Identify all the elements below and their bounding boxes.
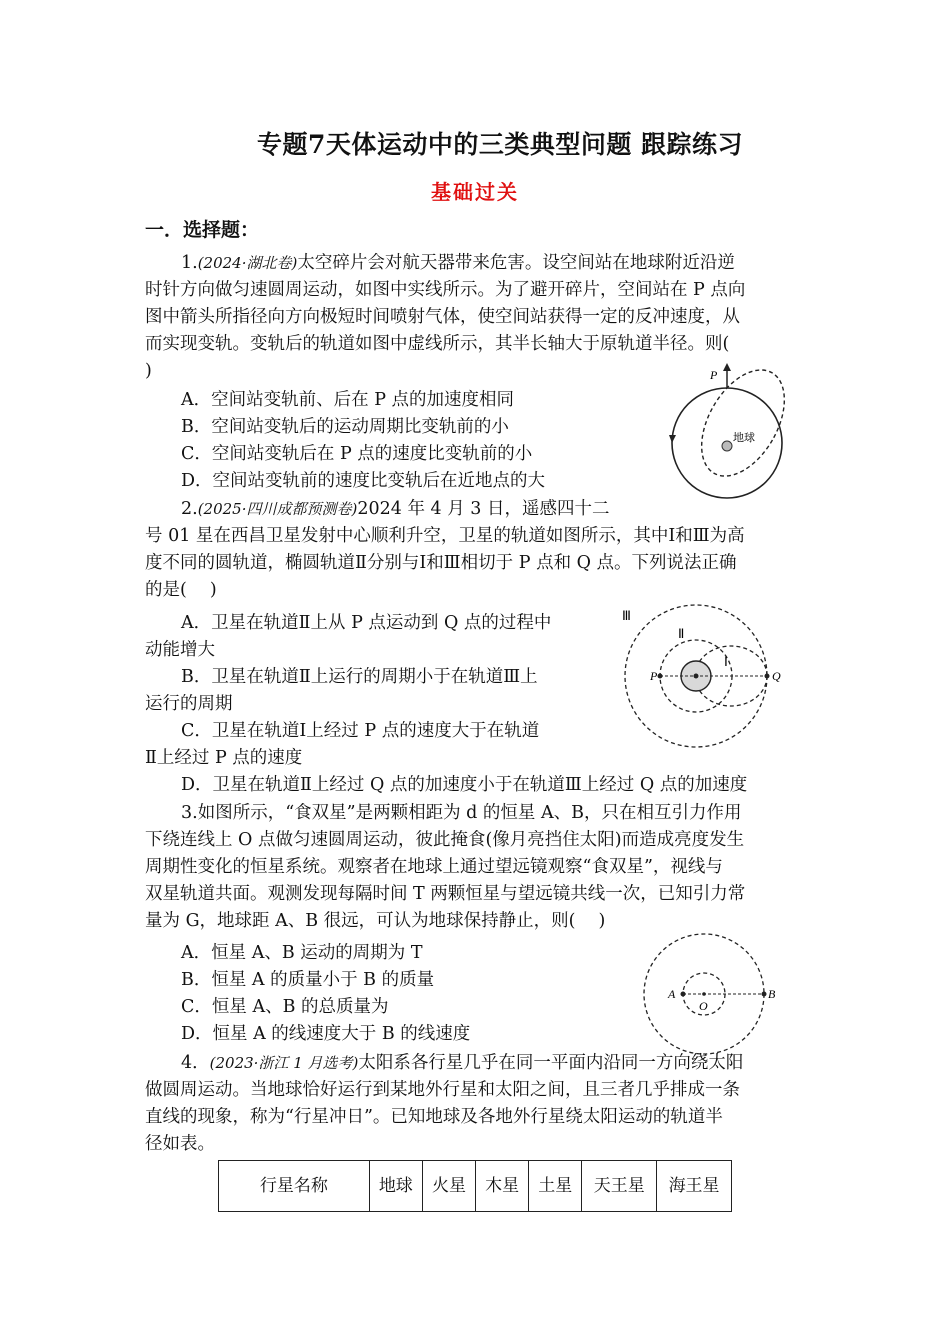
text-line: 度不同的圆轨道，椭圆轨道Ⅱ分别与Ⅰ和Ⅲ相切于 P 点和 Q 点。下列说法正确 xyxy=(145,553,737,573)
option-b: B．恒星 A 的质量小于 B 的质量 xyxy=(181,970,435,990)
question-source: (2024·湖北卷) xyxy=(197,254,298,272)
label-iii: Ⅲ xyxy=(622,608,631,623)
fig-label-p: P xyxy=(710,368,718,382)
text-line: 下绕连线上 O 点做匀速圆周运动，彼此掩食(像月亮挡住太阳)而造成亮度发生 xyxy=(145,830,745,850)
star-a xyxy=(681,992,686,997)
table-header-cell: 行星名称 xyxy=(219,1161,370,1212)
page-title: 专题7天体运动中的三类典型问题 跟踪练习 xyxy=(256,130,744,159)
option-d: D．卫星在轨道Ⅱ上经过 Q 点的加速度小于在轨道Ⅲ上经过 Q 点的加速度 xyxy=(181,775,748,795)
text-line: 太空碎片会对航天器带来危害。设空间站在地球附近沿逆 xyxy=(297,253,735,273)
text-line: 时针方向做匀速圆周运动，如图中实线所示。为了避开碎片，空间站在 P 点向 xyxy=(145,280,746,300)
label-i: Ⅰ xyxy=(724,654,728,669)
table-cell: 土星 xyxy=(529,1161,582,1212)
section-heading: 一．选择题： xyxy=(145,219,260,241)
question-number: 1. xyxy=(181,253,198,273)
text-line: 2024 年 4 月 3 日，遥感四十二 xyxy=(357,499,610,519)
star-b xyxy=(762,992,767,997)
orbit-figure-2 xyxy=(620,600,805,755)
text-line: 号 01 星在西昌卫星发射中心顺利升空，卫星的轨道如图所示，其中Ⅰ和Ⅲ为高 xyxy=(145,526,745,546)
label-b: B xyxy=(768,987,776,1001)
text-line: 而实现变轨。变轨后的轨道如图中虚线所示，其半长轴大于原轨道半径。则( xyxy=(145,334,730,354)
option-b-cont: 运行的周期 xyxy=(145,694,233,714)
label-p: P xyxy=(650,669,658,683)
text-line: 径如表。 xyxy=(145,1134,215,1154)
point-q xyxy=(765,674,770,679)
label-a: A xyxy=(668,987,676,1001)
option-c: C．空间站变轨后在 P 点的速度比变轨前的小 xyxy=(181,444,533,464)
option-d: D．恒星 A 的线速度大于 B 的线速度 xyxy=(181,1024,471,1044)
option-b: B．卫星在轨道Ⅱ上运行的周期小于在轨道Ⅲ上 xyxy=(181,667,538,687)
table-cell: 天王星 xyxy=(582,1161,657,1212)
option-b: B．空间站变轨后的运动周期比变轨前的小 xyxy=(181,417,509,437)
question-number: 2. xyxy=(181,499,198,519)
option-d: D．空间站变轨前的速度比变轨后在近地点的大 xyxy=(181,471,546,491)
text-line: 双星轨道共面。观测发现每隔时间 T 两颗恒星与望远镜共线一次，已知引力常 xyxy=(145,884,746,904)
table-cell: 地球 xyxy=(369,1161,422,1212)
label-q: Q xyxy=(772,669,781,683)
section-subtitle: 基础过关 xyxy=(431,180,519,204)
label-ii: Ⅱ xyxy=(678,626,685,641)
question-source: (2023·浙江 1 月选考) xyxy=(209,1054,359,1072)
option-c: C．卫星在轨道Ⅰ上经过 P 点的速度大于在轨道 xyxy=(181,721,540,741)
earth-icon xyxy=(722,441,732,451)
text-line: 做圆周运动。当地球恰好运行到某地外行星和太阳之间，且三者几乎排成一条 xyxy=(145,1080,740,1100)
option-a: A．恒星 A、B 运动的周期为 T xyxy=(181,943,423,963)
orbit-figure-1 xyxy=(665,355,805,510)
table-cell: 海王星 xyxy=(657,1161,732,1212)
text-line: 的是( ) xyxy=(145,580,217,600)
text-line: 图中箭头所指径向方向极短时间喷射气体，使空间站获得一定的反冲速度，从 xyxy=(145,307,740,327)
planet-table xyxy=(218,1160,732,1212)
text-line: 太阳系各行星几乎在同一平面内沿同一方向绕太阳 xyxy=(358,1053,744,1073)
question-2-text xyxy=(145,496,745,604)
question-source: (2025·四川成都预测卷) xyxy=(197,500,358,518)
center-o xyxy=(702,992,706,996)
option-c: C．恒星 A、B 的总质量为 xyxy=(181,997,389,1017)
table-row xyxy=(219,1161,732,1212)
option-a: A．卫星在轨道Ⅱ上从 P 点运动到 Q 点的过程中 xyxy=(181,613,552,633)
text-line: 直线的现象，称为“行星冲日”。已知地球及各地外行星绕太阳运动的轨道半 xyxy=(145,1107,723,1127)
table-cell: 火星 xyxy=(422,1161,475,1212)
option-c-cont: Ⅱ上经过 P 点的速度 xyxy=(145,748,303,768)
point-p xyxy=(658,674,663,679)
question-4-text xyxy=(145,1050,743,1158)
table-cell: 木星 xyxy=(476,1161,529,1212)
label-o: O xyxy=(699,999,708,1013)
question-3-text xyxy=(145,800,745,935)
question-number: 4． xyxy=(181,1053,210,1073)
direction-arrow-icon xyxy=(669,435,676,443)
text-line: 周期性变化的恒星系统。观察者在地球上通过望远镜观察“食双星”，视线与 xyxy=(145,857,723,877)
option-a-cont: 动能增大 xyxy=(145,640,215,660)
text-line: 如图所示，“食双星”是两颗相距为 d 的恒星 A、B，只在相互引力作用 xyxy=(197,803,742,823)
elliptical-orbit xyxy=(685,356,802,490)
option-a: A．空间站变轨前、后在 P 点的加速度相同 xyxy=(181,390,515,410)
center-dot xyxy=(694,674,699,679)
question-number: 3. xyxy=(181,803,198,823)
text-line: 量为 G，地球距 A、B 很远，可认为地球保持静止，则( ) xyxy=(145,911,606,931)
binary-star-figure xyxy=(640,930,790,1060)
question-1-text xyxy=(145,250,745,385)
fig-label-earth: 地球 xyxy=(733,431,755,444)
arrow-head-icon xyxy=(723,363,731,371)
text-line: ) xyxy=(145,361,152,381)
